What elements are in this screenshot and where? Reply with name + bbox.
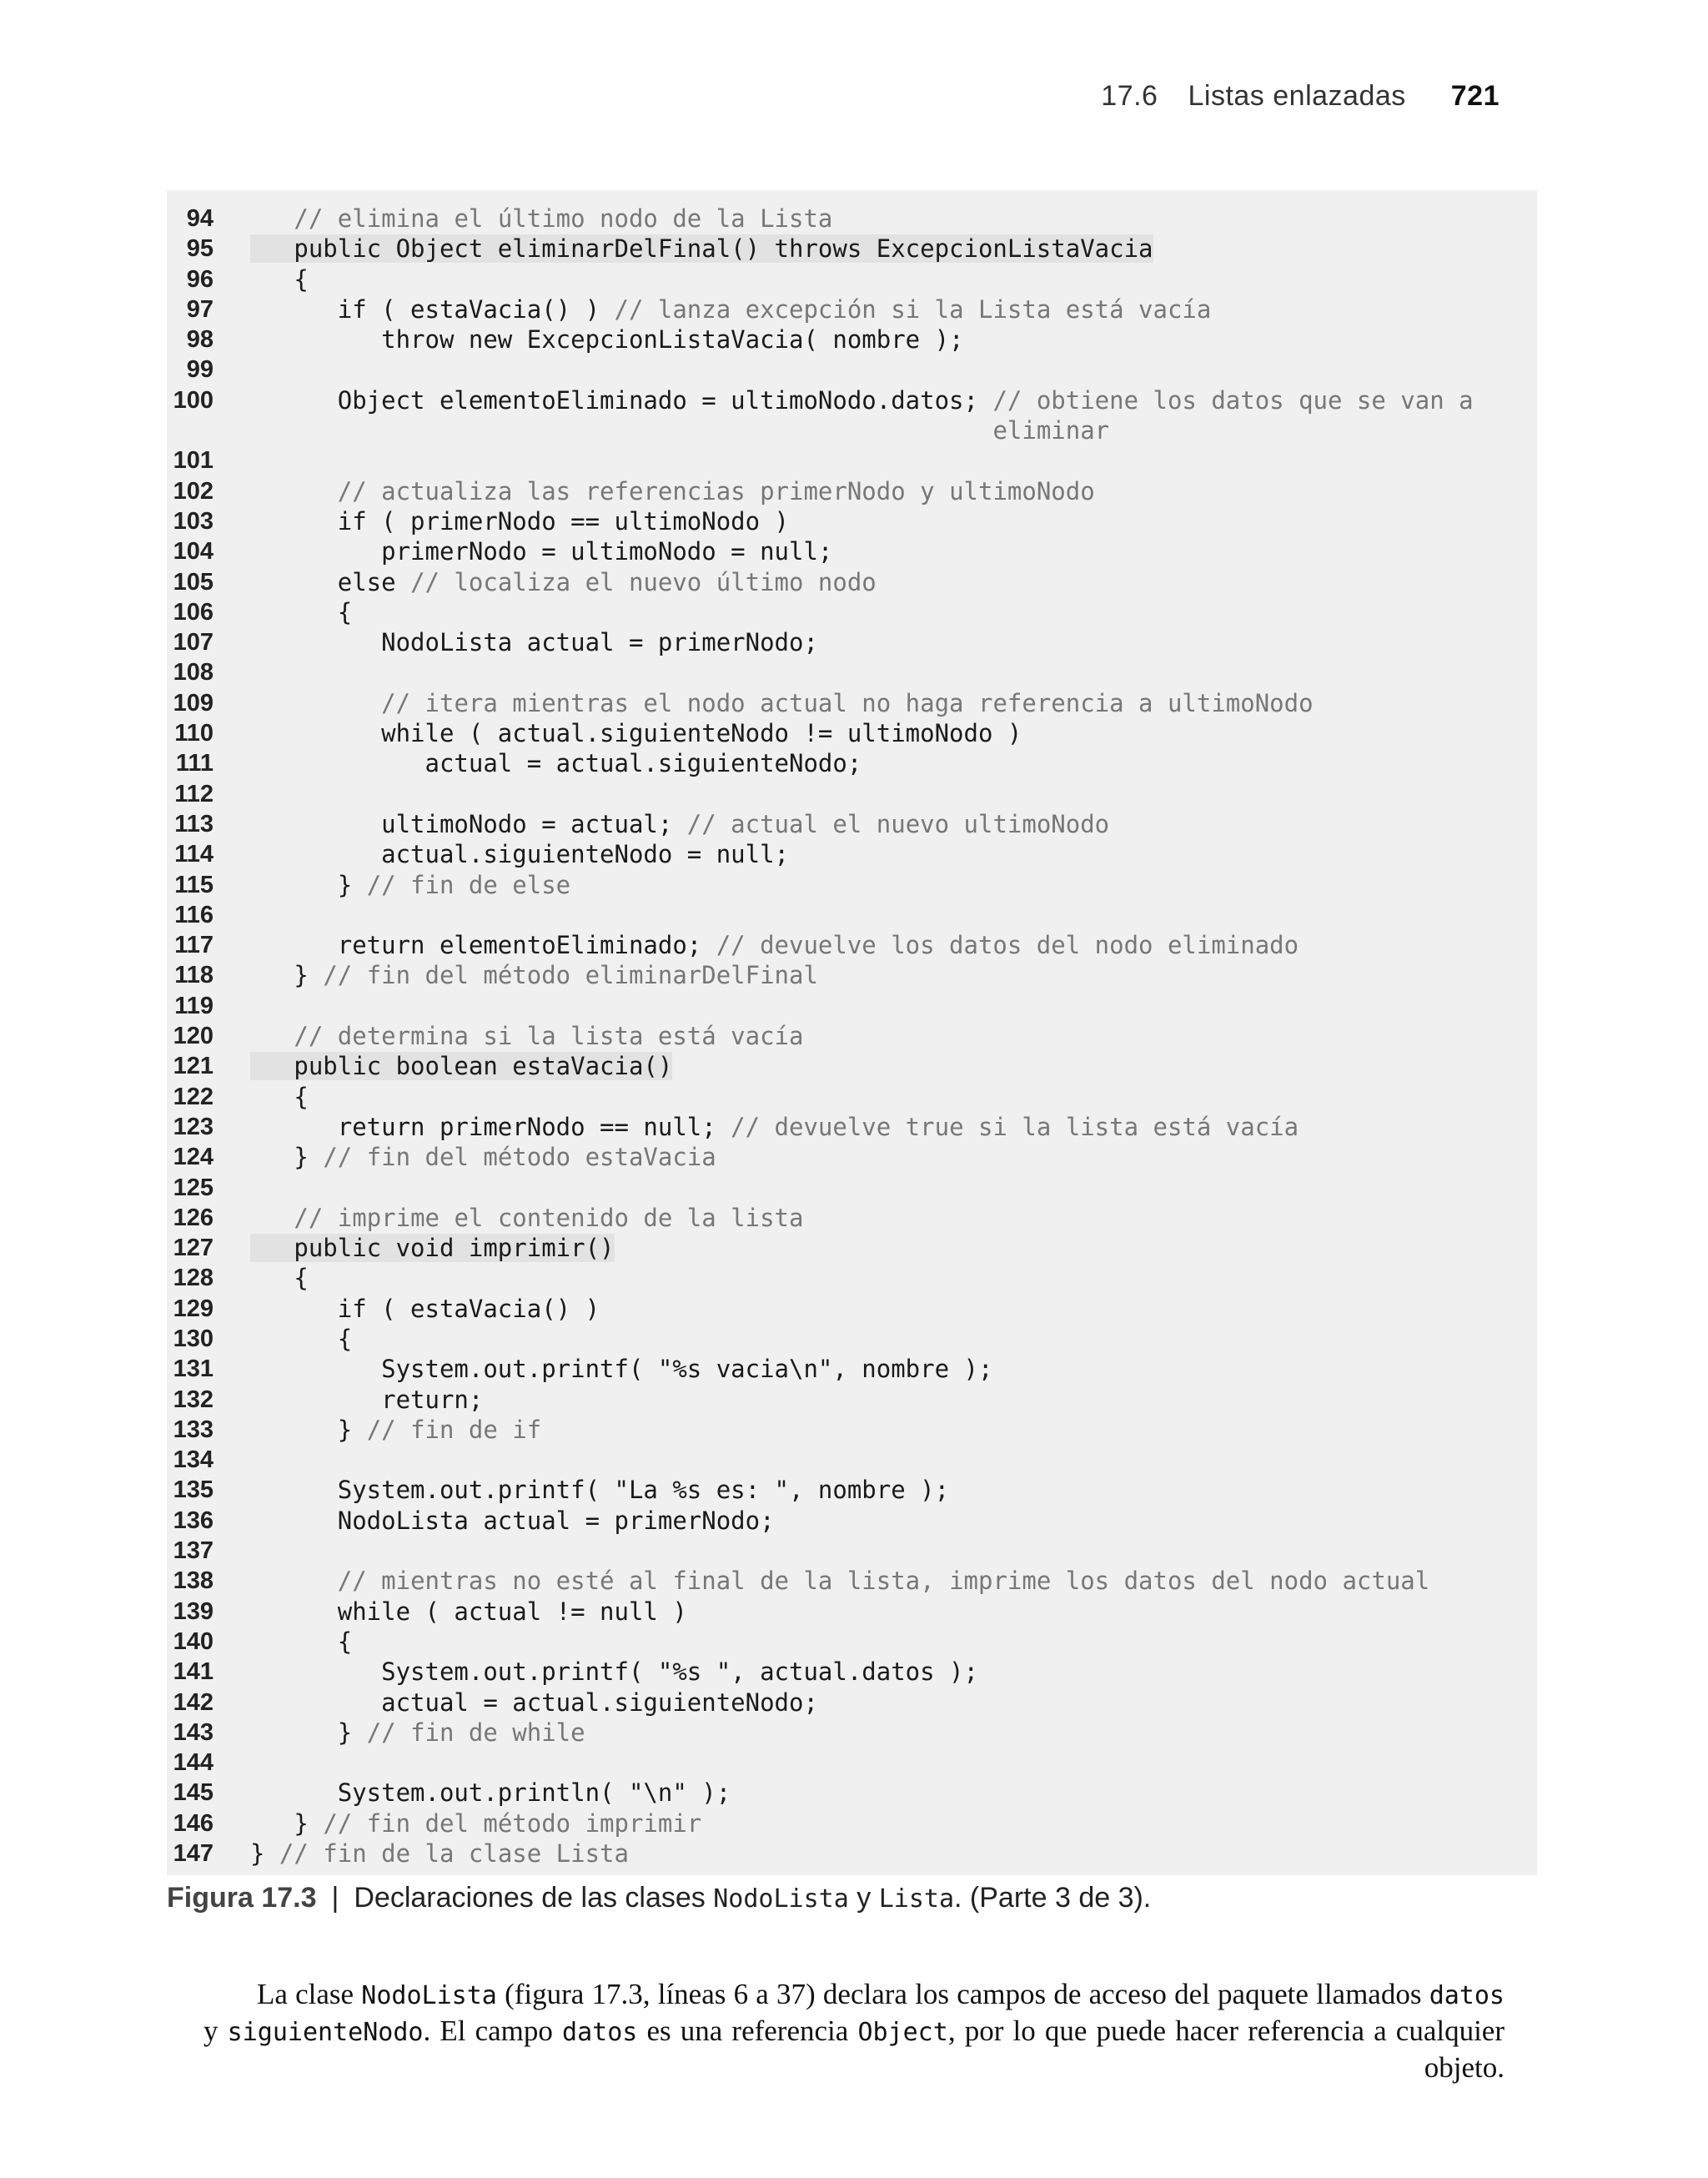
- code-text: [250, 1142, 716, 1172]
- code-line: [167, 536, 1537, 566]
- code-line: [167, 870, 1537, 900]
- code-text: [250, 1838, 629, 1869]
- code-text: [250, 870, 570, 900]
- line-number: 134: [173, 1446, 214, 1474]
- code-content: }: [250, 870, 367, 899]
- code-line: [167, 1688, 1537, 1718]
- code-line: [167, 900, 1537, 930]
- line-number: 131: [173, 1356, 214, 1383]
- line-number: 119: [174, 992, 214, 1019]
- code-line: [167, 1233, 1537, 1263]
- line-number: 115: [174, 871, 214, 898]
- body-paragraph: [203, 1977, 1505, 2085]
- line-number: 96: [186, 265, 214, 293]
- code-line: [167, 476, 1537, 506]
- line-number: 130: [173, 1325, 214, 1352]
- code-text: [250, 809, 1109, 839]
- line-number: 111: [175, 750, 214, 777]
- line-number: 97: [186, 295, 214, 323]
- code-text: [250, 1808, 701, 1838]
- line-number: 124: [173, 1144, 214, 1171]
- code-line: [167, 1324, 1537, 1354]
- line-number: 109: [173, 689, 214, 717]
- code-content: if ( primerNodo == ultimoNodo ): [250, 506, 790, 536]
- para-code: siguienteNodo: [227, 2018, 424, 2047]
- code-text: [250, 930, 1299, 960]
- caption-text-1: Declaraciones de las clases: [354, 1882, 714, 1914]
- code-text: [250, 204, 832, 234]
- code-text: [250, 324, 964, 355]
- code-content: [250, 477, 338, 506]
- code-content: }: [250, 961, 324, 990]
- code-comment: // fin de if: [366, 1415, 542, 1444]
- page-number: 721: [1450, 80, 1500, 112]
- code-content: [250, 1204, 294, 1232]
- code-line: [167, 1778, 1537, 1808]
- code-lines: [167, 204, 1537, 1869]
- code-line: [167, 324, 1537, 355]
- code-line: [167, 748, 1537, 778]
- line-number: 113: [174, 810, 214, 837]
- code-comment: eliminar: [992, 416, 1110, 445]
- code-text: [250, 1263, 309, 1293]
- line-number: 123: [173, 1113, 214, 1140]
- line-number: 121: [173, 1053, 214, 1080]
- line-number: 147: [173, 1840, 214, 1868]
- line-number: 125: [173, 1174, 214, 1201]
- code-content: while ( actual != null ): [250, 1597, 687, 1626]
- code-content: else: [250, 567, 411, 596]
- code-content: [250, 416, 992, 445]
- code-content: }: [250, 1839, 279, 1869]
- para-code: datos: [562, 2018, 638, 2047]
- code-line: [167, 1475, 1537, 1505]
- code-line: [167, 1173, 1537, 1203]
- code-line: [167, 627, 1537, 657]
- code-text: [250, 1597, 687, 1627]
- para-code: datos: [1429, 1981, 1505, 2010]
- code-line: [167, 597, 1537, 627]
- code-text: [250, 1354, 992, 1384]
- code-text: [250, 960, 818, 990]
- code-content: return;: [250, 1385, 484, 1414]
- code-content: System.out.printf( "%s ", actual.datos );: [250, 1657, 978, 1687]
- para-text: (figura 17.3, líneas 6 a 37) declara los campos de acceso del paquete llamados: [496, 1978, 1429, 2010]
- running-head: [1101, 80, 1500, 113]
- code-line: [167, 1657, 1537, 1687]
- code-comment: // itera mientras el nodo actual no haga referencia a ultimoNodo: [381, 688, 1314, 717]
- section-title: Listas enlazadas: [1188, 80, 1406, 112]
- code-content: [250, 204, 294, 233]
- code-line: [167, 809, 1537, 839]
- code-text: [250, 1324, 352, 1354]
- code-content: return primerNodo == null;: [250, 1112, 731, 1141]
- code-comment: // mientras no esté al final de la lista, imprime los datos del nodo actual: [337, 1567, 1430, 1596]
- line-number: 144: [173, 1749, 214, 1777]
- code-comment: // elimina el último nodo de la Lista: [294, 204, 833, 233]
- code-content: {: [250, 1324, 353, 1353]
- code-text: [250, 1385, 483, 1415]
- code-line: [167, 506, 1537, 536]
- code-line: [167, 415, 1537, 445]
- line-number: 112: [174, 780, 214, 807]
- code-line: [167, 355, 1537, 385]
- para-text: , por lo que puede hacer referencia a cualquier objeto.: [947, 2015, 1505, 2084]
- code-content: }: [250, 1143, 324, 1172]
- code-text: [250, 1021, 803, 1051]
- para-text: y: [203, 2015, 228, 2047]
- code-comment: // fin del método imprimir: [323, 1808, 702, 1838]
- line-number: 138: [173, 1567, 214, 1595]
- code-comment: // obtiene los datos que se van a: [992, 385, 1474, 415]
- code-content: return elementoEliminado;: [250, 931, 716, 960]
- code-text: [250, 1718, 585, 1748]
- code-line: [167, 1445, 1537, 1475]
- code-content: System.out.printf( "La %s es: ", nombre );: [250, 1476, 950, 1505]
- code-text: [250, 839, 789, 869]
- code-text: [250, 1627, 352, 1657]
- code-line: [167, 1385, 1537, 1415]
- code-line: [167, 779, 1537, 809]
- line-number: 126: [173, 1204, 214, 1231]
- code-comment: // devuelve true si la lista está vacía: [731, 1112, 1299, 1141]
- code-content: ultimoNodo = actual;: [250, 809, 687, 838]
- line-number: 129: [173, 1295, 214, 1322]
- code-content: {: [250, 1627, 353, 1656]
- line-number: 120: [173, 1023, 214, 1050]
- code-comment: // lanza excepción si la Lista está vacía: [614, 294, 1212, 324]
- code-text: [250, 506, 789, 536]
- line-number: 140: [173, 1627, 214, 1655]
- code-line: [167, 1354, 1537, 1384]
- code-text: [250, 1475, 949, 1505]
- code-text: [250, 627, 818, 657]
- para-text: . El campo: [423, 2015, 563, 2047]
- code-text: [250, 1415, 541, 1445]
- code-line: [167, 1082, 1537, 1112]
- code-line: [167, 1808, 1537, 1838]
- line-number: 100: [173, 386, 214, 414]
- code-line: [167, 234, 1537, 264]
- code-content: {: [250, 1264, 309, 1293]
- line-number: 142: [173, 1688, 214, 1716]
- para-code: NodoLista: [361, 1981, 497, 2010]
- code-content: }: [250, 1808, 324, 1838]
- line-number: 105: [173, 568, 214, 596]
- code-content: {: [250, 1082, 309, 1111]
- code-text: [250, 1688, 818, 1718]
- line-number: 135: [173, 1476, 214, 1504]
- code-line: [167, 1112, 1537, 1142]
- code-text: [250, 1051, 672, 1081]
- code-text: [250, 688, 1314, 718]
- line-number: 104: [173, 538, 214, 566]
- line-number: 133: [173, 1416, 214, 1443]
- code-text: [250, 718, 1022, 748]
- section-number: 17.6: [1101, 80, 1158, 112]
- line-number: 127: [173, 1235, 214, 1262]
- code-comment: // localiza el nuevo último nodo: [410, 567, 877, 596]
- caption-code-2: Lista: [878, 1884, 955, 1914]
- line-number: 116: [174, 901, 214, 928]
- code-line: [167, 1415, 1537, 1445]
- code-comment: // fin del método eliminarDelFinal: [323, 961, 818, 990]
- code-content: [250, 1567, 338, 1595]
- line-number: 102: [173, 477, 214, 505]
- code-text: [250, 1082, 309, 1112]
- code-content: while ( actual.siguienteNodo != ultimoNodo ): [250, 719, 1022, 748]
- code-content: public boolean estaVacia(): [250, 1052, 673, 1081]
- code-line: [167, 718, 1537, 748]
- code-line: [167, 567, 1537, 597]
- code-content: {: [250, 597, 353, 626]
- code-content: NodoLista actual = primerNodo;: [250, 1506, 775, 1535]
- code-content: throw new ExcepcionListaVacia( nombre );: [250, 325, 964, 355]
- line-number: 106: [173, 598, 214, 626]
- para-text: La clase: [257, 1978, 362, 2010]
- code-line: [167, 294, 1537, 324]
- code-line: [167, 1838, 1537, 1869]
- line-number: 146: [173, 1809, 214, 1837]
- code-content: public void imprimir(): [250, 1234, 615, 1263]
- code-line: [167, 1263, 1537, 1293]
- code-line: [167, 1051, 1537, 1081]
- code-text: [250, 294, 1211, 324]
- line-number: 108: [173, 659, 214, 687]
- code-content: [250, 689, 381, 717]
- code-content: actual = actual.siguienteNodo;: [250, 1688, 818, 1717]
- line-number: 128: [173, 1265, 214, 1292]
- figure-caption: [167, 1882, 1151, 1914]
- code-content: NodoLista actual = primerNodo;: [250, 628, 818, 657]
- code-comment: // fin del método estaVacia: [323, 1143, 716, 1172]
- code-content: if ( estaVacia() ): [250, 1294, 600, 1323]
- code-comment: // actual el nuevo ultimoNodo: [686, 809, 1110, 838]
- code-content: primerNodo = ultimoNodo = null;: [250, 537, 833, 566]
- caption-separator: |: [331, 1882, 339, 1914]
- code-line: [167, 1203, 1537, 1233]
- line-number: 141: [173, 1658, 214, 1686]
- code-text: [250, 1778, 731, 1808]
- code-comment: // fin de while: [366, 1718, 585, 1747]
- code-line: [167, 839, 1537, 869]
- caption-code-1: NodoLista: [713, 1884, 849, 1914]
- code-line: [167, 445, 1537, 475]
- code-text: [250, 1233, 615, 1263]
- code-comment: // determina si la lista está vacía: [294, 1022, 804, 1051]
- code-line: [167, 1627, 1537, 1657]
- figure-label: Figura 17.3: [167, 1882, 317, 1914]
- code-line: [167, 204, 1537, 234]
- code-line: [167, 930, 1537, 960]
- code-text: [250, 1566, 1429, 1596]
- line-number: 98: [186, 326, 214, 354]
- code-line: [167, 1597, 1537, 1627]
- line-number: 114: [174, 841, 214, 868]
- code-content: actual.siguienteNodo = null;: [250, 840, 790, 869]
- code-line: [167, 264, 1537, 294]
- code-line: [167, 1506, 1537, 1536]
- line-number: 117: [174, 932, 214, 959]
- code-content: if ( estaVacia() ): [250, 294, 615, 324]
- code-content: System.out.println( "\n" );: [250, 1778, 731, 1808]
- line-number: 99: [186, 356, 214, 384]
- code-content: public Object eliminarDelFinal() throws ExcepcionListaVacia: [250, 234, 1153, 264]
- line-number: 145: [173, 1779, 214, 1807]
- code-text: [250, 567, 877, 597]
- para-text: es una referencia: [637, 2015, 858, 2047]
- line-number: 143: [173, 1718, 214, 1746]
- code-line: [167, 657, 1537, 687]
- line-number: 132: [173, 1386, 214, 1413]
- code-text: [250, 234, 1153, 264]
- code-content: }: [250, 1415, 367, 1444]
- line-number: 122: [173, 1083, 214, 1110]
- line-number: 94: [186, 205, 214, 232]
- code-line: [167, 1294, 1537, 1324]
- code-comment: // devuelve los datos del nodo eliminado: [716, 931, 1299, 960]
- line-number: 118: [174, 962, 214, 989]
- code-text: [250, 264, 309, 294]
- code-text: [250, 1294, 600, 1324]
- code-text: [250, 385, 1474, 415]
- line-number: 139: [173, 1597, 214, 1625]
- line-number: 101: [173, 447, 214, 475]
- line-number: 107: [173, 629, 214, 656]
- code-line: [167, 1021, 1537, 1051]
- code-content: [250, 1022, 294, 1050]
- line-number: 110: [174, 720, 214, 747]
- code-line: [167, 1566, 1537, 1596]
- line-number: 137: [173, 1537, 214, 1565]
- code-line: [167, 991, 1537, 1021]
- code-content: }: [250, 1718, 367, 1747]
- code-line: [167, 1718, 1537, 1748]
- code-comment: // fin de la clase Lista: [279, 1839, 629, 1869]
- caption-text-3: . (Parte 3 de 3).: [954, 1882, 1152, 1914]
- code-text: [250, 748, 862, 778]
- code-line: [167, 688, 1537, 718]
- code-line: [167, 960, 1537, 990]
- code-content: {: [250, 264, 309, 294]
- code-text: [250, 1506, 775, 1536]
- code-line: [167, 1142, 1537, 1172]
- para-code: Object: [857, 2018, 948, 2047]
- code-line: [167, 1536, 1537, 1566]
- code-listing: [167, 190, 1537, 1875]
- code-text: [250, 476, 1095, 506]
- code-text: [250, 415, 1109, 445]
- code-content: actual = actual.siguienteNodo;: [250, 749, 862, 778]
- caption-text-2: y: [848, 1882, 879, 1914]
- code-text: [250, 1203, 803, 1233]
- code-content: Object elementoEliminado = ultimoNodo.datos;: [250, 385, 993, 415]
- code-text: [250, 597, 352, 627]
- line-number: 103: [173, 507, 214, 535]
- code-line: [167, 1748, 1537, 1778]
- code-comment: // actualiza las referencias primerNodo y ultimoNodo: [337, 476, 1095, 506]
- code-content: System.out.printf( "%s vacia\n", nombre );: [250, 1355, 993, 1384]
- line-number: 136: [173, 1506, 214, 1534]
- code-line: [167, 385, 1537, 415]
- code-text: [250, 536, 832, 566]
- line-number: 95: [186, 235, 214, 263]
- code-text: [250, 1112, 1299, 1142]
- code-comment: // fin de else: [366, 870, 571, 899]
- code-text: [250, 1657, 978, 1687]
- code-comment: // imprime el contenido de la lista: [294, 1203, 804, 1232]
